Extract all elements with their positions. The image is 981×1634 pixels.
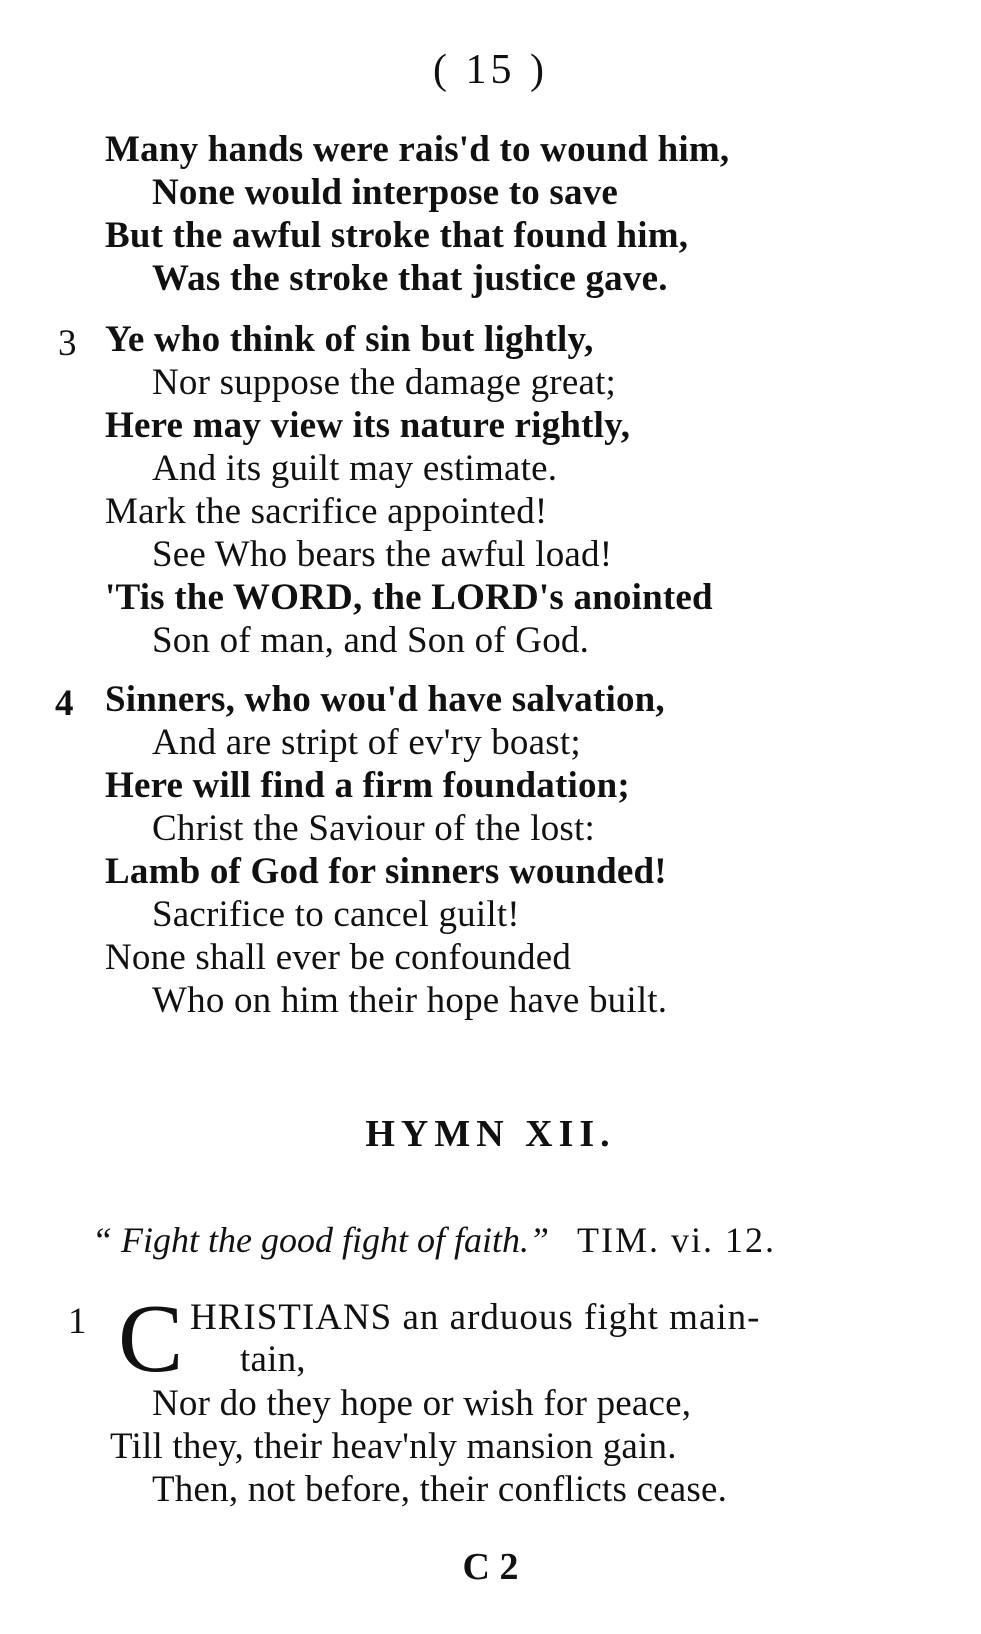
verse3-number: 3	[58, 323, 77, 364]
hymn-title: HYMN XII.	[365, 1113, 616, 1155]
verse4-line-4: Christ the Saviour of the lost:	[152, 808, 595, 849]
verse3-line-1: Ye who think of sin but lightly,	[105, 319, 594, 360]
verse1-line-1: HRISTIANS an arduous fight main-	[190, 1297, 761, 1338]
verse4-line-5: Lamb of God for sinners wounded!	[105, 851, 667, 892]
verse1-line-2: tain,	[240, 1339, 306, 1380]
verse1-line-3: Nor do they hope or wish for peace,	[152, 1383, 692, 1424]
verse3-line-5: Mark the sacrifice appointed!	[105, 491, 548, 532]
verse2-line-1: Many hands were rais'd to wound him,	[105, 129, 730, 170]
epigraph-reference: TIM. vi. 12.	[577, 1220, 777, 1260]
page-number: ( 15 )	[433, 47, 548, 93]
verse2-line-2: None would interpose to save	[152, 172, 619, 213]
verse1-number: 1	[68, 1301, 87, 1342]
verse3-line-8: Son of man, and Son of God.	[152, 620, 590, 661]
epigraph-quote: “ Fight the good fight of faith.”	[92, 1220, 550, 1260]
verse4-number: 4	[55, 683, 74, 724]
drop-cap: C	[118, 1285, 184, 1393]
verse4-line-2: And are stript of ev'ry boast;	[152, 722, 581, 763]
signature-mark: C 2	[462, 1546, 519, 1588]
verse3-line-7: 'Tis the WORD, the LORD's anointed	[105, 577, 713, 618]
verse3-line-6: See Who bears the awful load!	[152, 534, 613, 575]
verse2-line-4: Was the stroke that justice gave.	[152, 258, 668, 299]
verse4-line-3: Here will find a firm foundation;	[105, 765, 630, 806]
verse4-line-8: Who on him their hope have built.	[152, 980, 668, 1021]
verse1-line-5: Then, not before, their conflicts cease.	[152, 1469, 728, 1510]
verse4-line-7: None shall ever be confounded	[105, 937, 572, 978]
verse3-line-3: Here may view its nature rightly,	[105, 405, 631, 446]
verse2-line-3: But the awful stroke that found him,	[105, 215, 689, 256]
verse1-line-4: Till they, their heav'nly mansion gain.	[110, 1426, 677, 1467]
epigraph	[92, 1219, 776, 1261]
verse3-line-2: Nor suppose the damage great;	[152, 362, 617, 403]
verse4-line-1: Sinners, who wou'd have salvation,	[105, 679, 665, 720]
verse4-line-6: Sacrifice to cancel guilt!	[152, 894, 520, 935]
verse3-line-4: And its guilt may estimate.	[152, 448, 558, 489]
